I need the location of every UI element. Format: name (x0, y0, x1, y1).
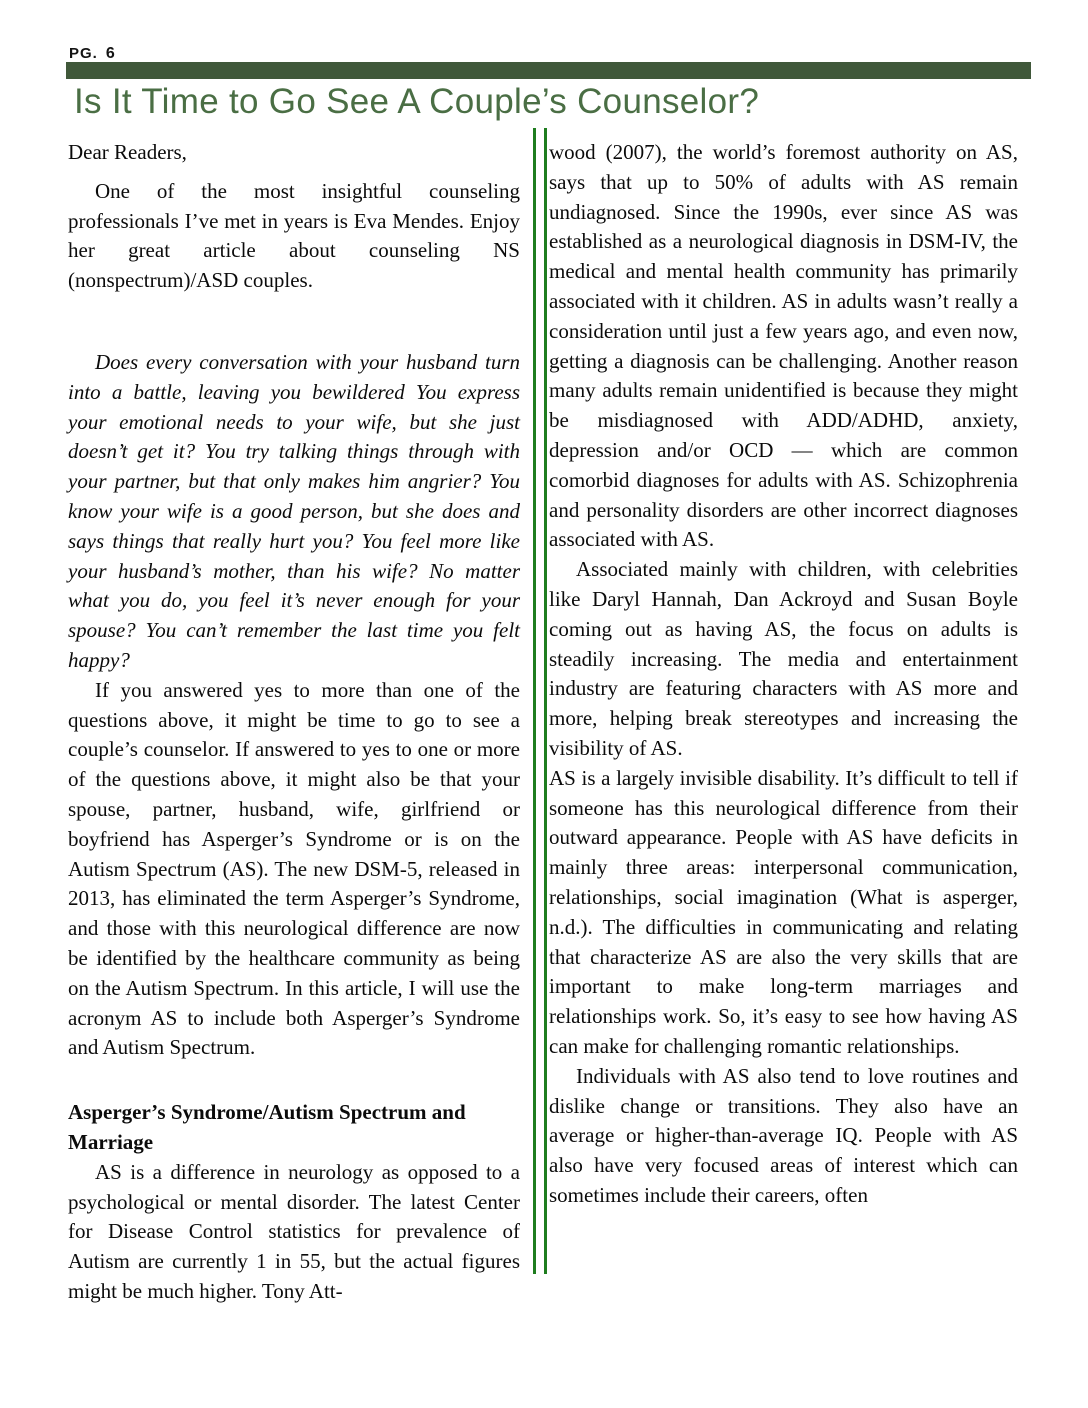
right-column (549, 138, 1018, 1211)
salutation: Dear Readers, (68, 140, 187, 164)
column-divider-line-right (544, 128, 547, 1274)
attwood-undiagnosed-paragraph: wood (2007), the world’s foremost authority on AS, says that up to 50% of adults with AS remain undiagnosed. Since the 1990s, ever since AS was established as a neurological diagnosis in DSM-IV, the medical and mental health community has primarily associated with it children. AS in adults wasn’t really a consideration until just a few years ago, and even now, getting a diagnosis can be challenging. Another reason many adults remain unidentified is because they might be misdiagnosed with ADD/ADHD, anxiety, depression and/or OCD — which are common comorbid diagnoses for adults with AS. Schizophrenia and personality disorders are other incorrect diagnoses associated with AS. (549, 140, 1018, 552)
section-heading: Asperger’s Syndrome/Autism Spectrum and Marriage (68, 1100, 466, 1154)
intro-paragraph: One of the most insightful counseling professionals I’ve met in years is Eva Mendes. Enjoy her great article about counseling NS (nonspectrum)/ASD couples. (68, 178, 520, 293)
celebrities-paragraph: Associated mainly with children, with celebrities like Daryl Hannah, Dan Ackroyd and Susan Boyle coming out as having AS, the focus on adults is steadily increasing. The media and entertainment industry are featuring characters with AS more and more, helping break stereotypes and increasing the visibility of AS. (549, 557, 1018, 760)
article-title: Is It Time to Go See A Couple’s Counselor? (74, 82, 760, 121)
invisible-disability-paragraph: AS is a largely invisible disability. It’s difficult to tell if someone has this neurological difference from their outward appearance. People with AS have deficits in mainly three areas: interpersonal communication, relationships, social imagination (What is asperger, n.d.). The difficulties in communicating and relating that characterize AS are also the very skills that are important to make long-term marriages and relationships work. So, it’s easy to see how having AS can make for challenging romantic relationships. (549, 765, 1018, 1058)
page-number-value: 6 (105, 45, 116, 62)
header-rule-bar (66, 62, 1031, 79)
counselor-advice-paragraph: If you answered yes to more than one of the questions above, it might be time to go to see a couple’s counselor. If answered to yes to one or more of the questions above, it might also be that your spouse, partner, husband, wife, girlfriend or boyfriend has Asperger’s Syndrome or is on the Autism Spectrum (AS). The new DSM-5, released in 2013, has eliminated the term Asperger’s Syndrome, and those with this neurological difference are now be identified by the healthcare community as being on the Autism Spectrum. In this article, I will use the acronym AS to include both Asperger’s Syndrome and Autism Spectrum. (68, 677, 520, 1060)
rhetorical-questions-paragraph: Does every conversation with your husband turn into a battle, leaving you bewildered You express your emotional needs to your wife, but she just doesn’t get it? You try talking things through with your partner, but that only makes him angrier? You know your wife is a good person, but she does and says things that really hurt you? You feel more like your husband’s mother, than his wife? No matter what you do, you feel it’s never enough for your spouse? You can’t remember the last time you felt happy? (68, 349, 520, 672)
column-divider-line-left (533, 128, 536, 1274)
left-column (68, 138, 520, 1307)
page-number (69, 45, 116, 63)
routines-interests-paragraph: Individuals with AS also tend to love routines and dislike change or transitions. They also have an average or higher-than-average IQ. People with AS also have very focused areas of interest which can sometimes include their careers, often (549, 1063, 1018, 1207)
page-number-label: PG. (69, 45, 98, 62)
neurology-statistics-paragraph: AS is a difference in neurology as opposed to a psychological or mental disorder. The latest Center for Disease Control statistics for prevalence of Autism are currently 1 in 55, but the actual figures might be much higher. Tony Att- (68, 1159, 520, 1303)
